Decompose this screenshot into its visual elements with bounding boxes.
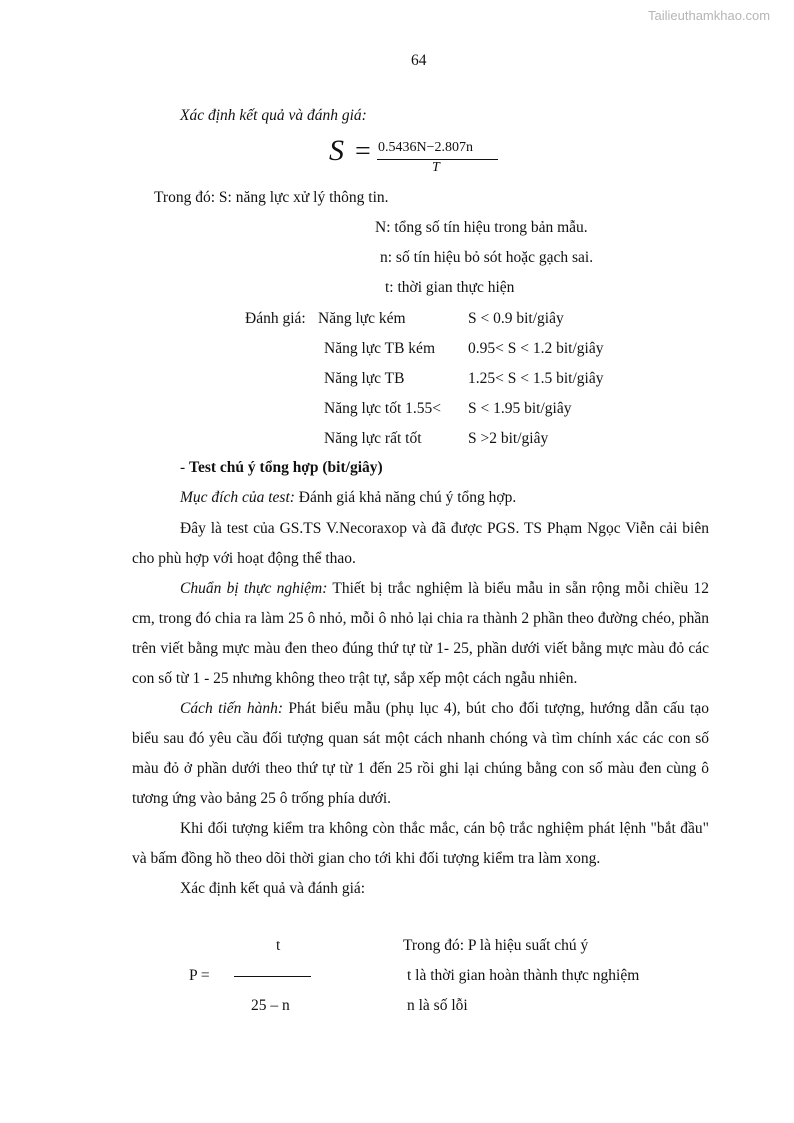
rating-level: Năng lực rất tốt xyxy=(324,430,422,447)
paragraph xyxy=(132,574,709,694)
rating-level: Năng lực TB xyxy=(324,370,405,387)
purpose-text: Đánh giá khả năng chú ý tổng hợp. xyxy=(294,489,517,506)
rating-level: Năng lực TB kém xyxy=(324,340,435,357)
proc-text: Phát biểu mẫu (phụ lục 4), bút cho đối tượng, hướng dẫn cấu tạo biểu sau đó yêu cầu đối tượng quan sát một cách nhanh chóng và tìm chính xác các con số màu đỏ ở phần dưới theo thứ tự từ 1 đến 25 rồi ghi lại chúng bằng con số màu đen cùng ô tương ứng vào bảng 25 ô trống phía dưới. xyxy=(132,700,709,807)
watermark-text: Tailieuthamkhao.com xyxy=(648,8,771,23)
rating-range: S < 0.9 bit/giây xyxy=(468,310,564,327)
def-line: N: tổng số tín hiệu trong bản mẫu. xyxy=(375,219,588,236)
rating-range: S < 1.95 bit/giây xyxy=(468,400,572,417)
purpose-label: Mục đích của test: xyxy=(180,489,295,506)
formula-p-denominator: 25 – n xyxy=(251,997,290,1014)
rating-range: S >2 bit/giây xyxy=(468,430,549,447)
paragraph xyxy=(132,694,709,814)
formula-p-lhs: P = xyxy=(189,967,210,984)
formula-lhs: S xyxy=(329,134,344,167)
body-text xyxy=(132,514,709,904)
page-number: 64 xyxy=(411,52,427,69)
proc-label: Cách tiến hành: xyxy=(180,700,283,717)
fraction-bar xyxy=(234,976,311,977)
paragraph: Đây là test của GS.TS V.Necoraxop và đã được PGS. TS Phạm Ngọc Viễn cải biên cho phù hợp với hoạt động thể thao. xyxy=(132,520,709,567)
section-title xyxy=(180,459,383,477)
formula-numerator: 0.5436N−2.807n xyxy=(378,140,474,155)
formula-p-numerator: t xyxy=(276,937,281,954)
rating-level: Năng lực kém xyxy=(318,310,406,327)
purpose-line xyxy=(180,489,516,507)
formula-equals: = xyxy=(355,136,371,167)
paragraph: Khi đối tượng kiểm tra không còn thắc mắc, cán bộ trắc nghiệm phát lệnh "bắt đầu" và bấm đồng hồ theo dõi thời gian cho tới khi đối tượng kiểm tra làm xong. xyxy=(132,820,709,867)
rating-range: 1.25< S < 1.5 bit/giây xyxy=(468,370,604,387)
def-line: n là số lỗi xyxy=(407,997,468,1014)
result-heading: Xác định kết quả và đánh giá: xyxy=(180,107,367,124)
where-label: Trong đó: S: năng lực xử lý thông tin. xyxy=(154,189,389,206)
prep-label: Chuẩn bị thực nghiệm: xyxy=(180,580,328,597)
def-line: Trong đó: P là hiệu suất chú ý xyxy=(403,937,589,954)
def-line: n: số tín hiệu bỏ sót hoặc gạch sai. xyxy=(380,249,594,266)
paragraph: Xác định kết quả và đánh giá: xyxy=(180,880,366,897)
title-text: Test chú ý tổng hợp (bit/giây) xyxy=(189,459,383,476)
rating-level: Năng lực tốt 1.55< xyxy=(324,400,442,417)
title-prefix: - xyxy=(180,459,190,476)
def-line: t: thời gian thực hiện xyxy=(385,279,515,296)
rating-range: 0.95< S < 1.2 bit/giây xyxy=(468,340,604,357)
def-line: t là thời gian hoàn thành thực nghiệm xyxy=(407,967,640,984)
formula-denominator: T xyxy=(432,160,440,175)
eval-label: Đánh giá: xyxy=(245,310,306,327)
prep-text: Thiết bị trắc nghiệm là biểu mẫu in sẵn rộng mỗi chiều 12 cm, trong đó chia ra làm 25 ô nhỏ, mỗi ô nhỏ lại chia ra thành 2 phần theo đường chéo, phần trên viết bằng mực màu đen theo đúng thứ tự từ 1- 25, phần dưới viết bằng mực màu đỏ các con số từ 1 - 25 nhưng không theo trật tự, sắp xếp một cách ngẫu nhiên. xyxy=(132,580,709,687)
